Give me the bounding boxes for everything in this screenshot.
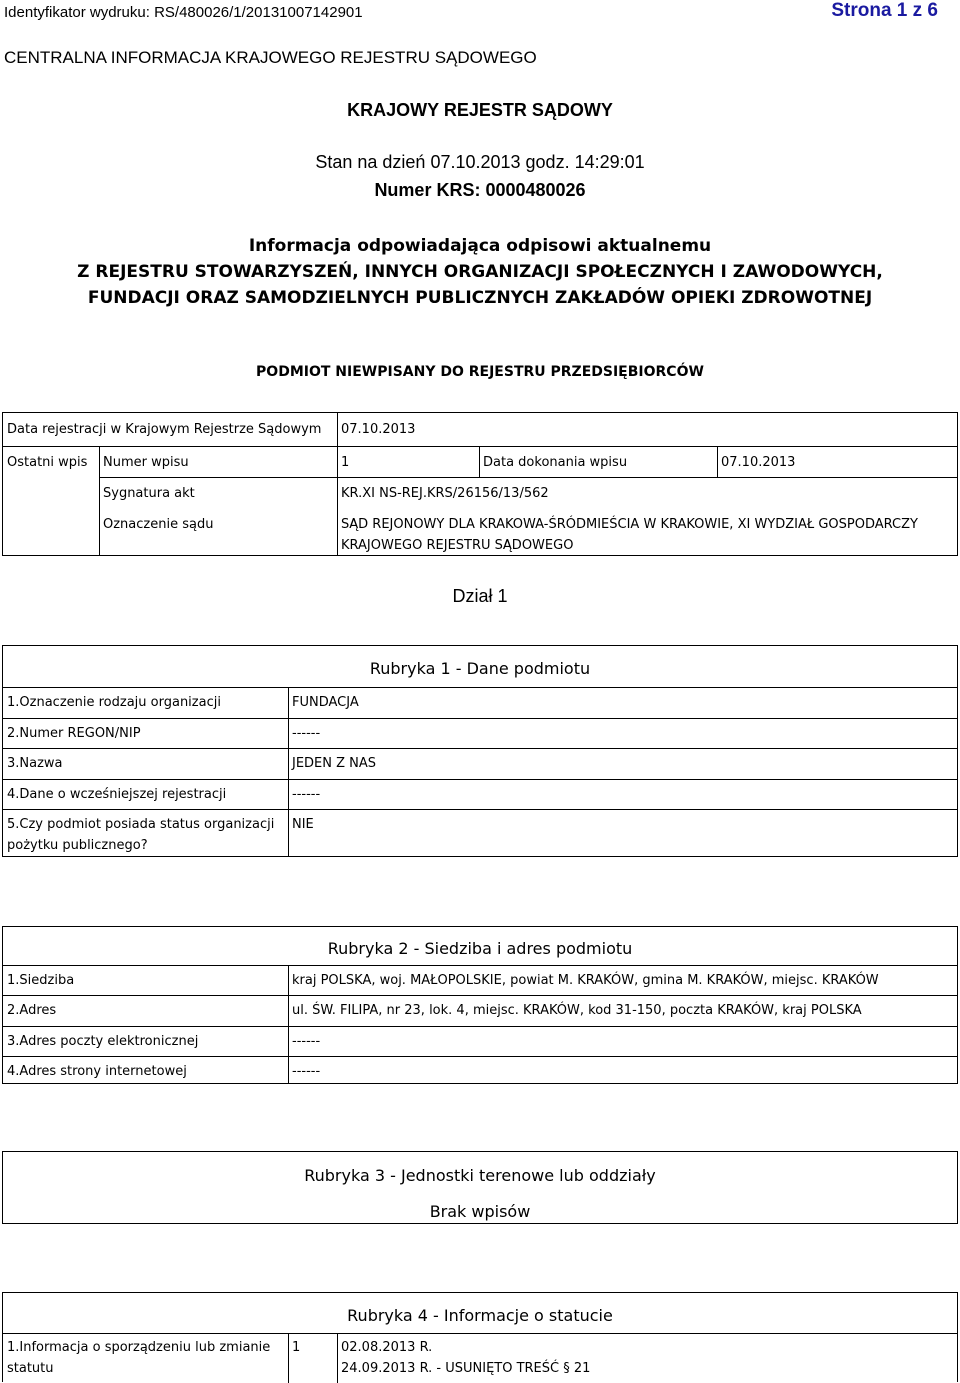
section-title: Dział 1 xyxy=(452,586,508,606)
rubryka-4-title: Rubryka 4 - Informacje o statucie xyxy=(347,1306,613,1325)
rubryka-2 xyxy=(2,926,958,1084)
print-identifier: Identyfikator wydruku: RS/480026/1/20131007142901 xyxy=(4,4,363,21)
r2-label-1: 1.Siedziba xyxy=(7,973,75,988)
r2-label-3: 3.Adres poczty elektronicznej xyxy=(7,1034,199,1049)
r4-label-line-1: 1.Informacja o sporządzeniu lub zmianie xyxy=(7,1340,271,1355)
page-indicator: Strona 1 z 6 xyxy=(831,0,938,21)
r2-value-1: kraj POLSKA, woj. MAŁOPOLSKIE, powiat M. KRAKÓW, gmina M. KRAKÓW, miejsc. KRAKÓW xyxy=(292,973,879,988)
signature-value: KR.XI NS-REJ.KRS/26156/13/562 xyxy=(341,486,549,501)
registry-title: KRAJOWY REJESTR SĄDOWY xyxy=(347,100,613,120)
r4-label-line-2: statutu xyxy=(7,1361,54,1376)
entry-number-value: 1 xyxy=(341,455,350,470)
r1-value-2: ------ xyxy=(292,726,321,741)
info-line-2: Z REJESTRU STOWARZYSZEŃ, INNYCH ORGANIZACJI SPOŁECZNYCH I ZAWODOWYCH, xyxy=(77,262,883,282)
rubryka-1 xyxy=(2,645,958,857)
signature-label: Sygnatura akt xyxy=(103,486,195,501)
r2-label-2: 2.Adres xyxy=(7,1003,57,1018)
r1-label-4: 4.Dane o wcześniejszej rejestracji xyxy=(7,787,227,802)
r2-value-3: ------ xyxy=(292,1034,321,1049)
r1-label-1: 1.Oznaczenie rodzaju organizacji xyxy=(7,695,221,710)
registration-table xyxy=(2,412,958,556)
court-label: Oznaczenie sądu xyxy=(103,517,214,532)
r1-value-5: NIE xyxy=(292,817,314,832)
rubryka-3 xyxy=(2,1151,958,1224)
r1-value-1: FUNDACJA xyxy=(292,695,359,710)
r2-value-4: ------ xyxy=(292,1064,321,1079)
entry-date-label: Data dokonania wpisu xyxy=(483,455,628,470)
last-entry-label: Ostatni wpis xyxy=(7,455,88,470)
rubryka-4 xyxy=(2,1292,958,1382)
r2-value-2: ul. ŚW. FILIPA, nr 23, lok. 4, miejsc. KRAKÓW, kod 31-150, poczta KRAKÓW, kraj POLSKA xyxy=(292,1003,862,1018)
r2-label-4: 4.Adres strony internetowej xyxy=(7,1064,187,1079)
krs-number: Numer KRS: 0000480026 xyxy=(374,180,586,200)
entry-date-value: 07.10.2013 xyxy=(721,455,796,470)
court-value-line-1: SĄD REJONOWY DLA KRAKOWA-ŚRÓDMIEŚCIA W KRAKOWIE, XI WYDZIAŁ GOSPODARCZY xyxy=(341,517,918,532)
r1-value-4: ------ xyxy=(292,787,321,802)
court-value-line-2: KRAJOWEGO REJESTRU SĄDOWEGO xyxy=(341,538,574,553)
r1-label-3: 3.Nazwa xyxy=(7,756,63,771)
r4-value-line-2: 24.09.2013 R. - USUNIĘTO TREŚĆ § 21 xyxy=(341,1361,591,1376)
registry-note: PODMIOT NIEWPISANY DO REJESTRU PRZEDSIĘBIORCÓW xyxy=(256,364,704,380)
reg-date-value: 07.10.2013 xyxy=(341,422,416,437)
reg-date-label: Data rejestracji w Krajowym Rejestrze Sądowym xyxy=(7,422,322,437)
r4-value-line-1: 02.08.2013 R. xyxy=(341,1340,433,1355)
info-line-3: FUNDACJI ORAZ SAMODZIELNYCH PUBLICZNYCH ZAKŁADÓW OPIEKI ZDROWOTNEJ xyxy=(87,288,873,308)
rubryka-2-title: Rubryka 2 - Siedziba i adres podmiotu xyxy=(327,939,633,958)
organization-name: CENTRALNA INFORMACJA KRAJOWEGO REJESTRU SĄDOWEGO xyxy=(4,48,537,67)
rubryka-3-title: Rubryka 3 - Jednostki terenowe lub oddziały xyxy=(304,1166,656,1185)
info-line-1: Informacja odpowiadająca odpisowi aktualnemu xyxy=(248,236,712,256)
r1-label-5-line-1: 5.Czy podmiot posiada status organizacji xyxy=(7,817,275,832)
rubryka-3-empty: Brak wpisów xyxy=(429,1202,531,1221)
r1-value-3: JEDEN Z NAS xyxy=(292,756,377,771)
state-date: Stan na dzień 07.10.2013 godz. 14:29:01 xyxy=(315,152,645,172)
r1-label-5-line-2: pożytku publicznego? xyxy=(7,838,148,853)
r1-label-2: 2.Numer REGON/NIP xyxy=(7,726,141,741)
entry-number-label: Numer wpisu xyxy=(103,455,189,470)
rubryka-1-title: Rubryka 1 - Dane podmiotu xyxy=(369,659,591,678)
r4-row-number: 1 xyxy=(292,1340,301,1355)
